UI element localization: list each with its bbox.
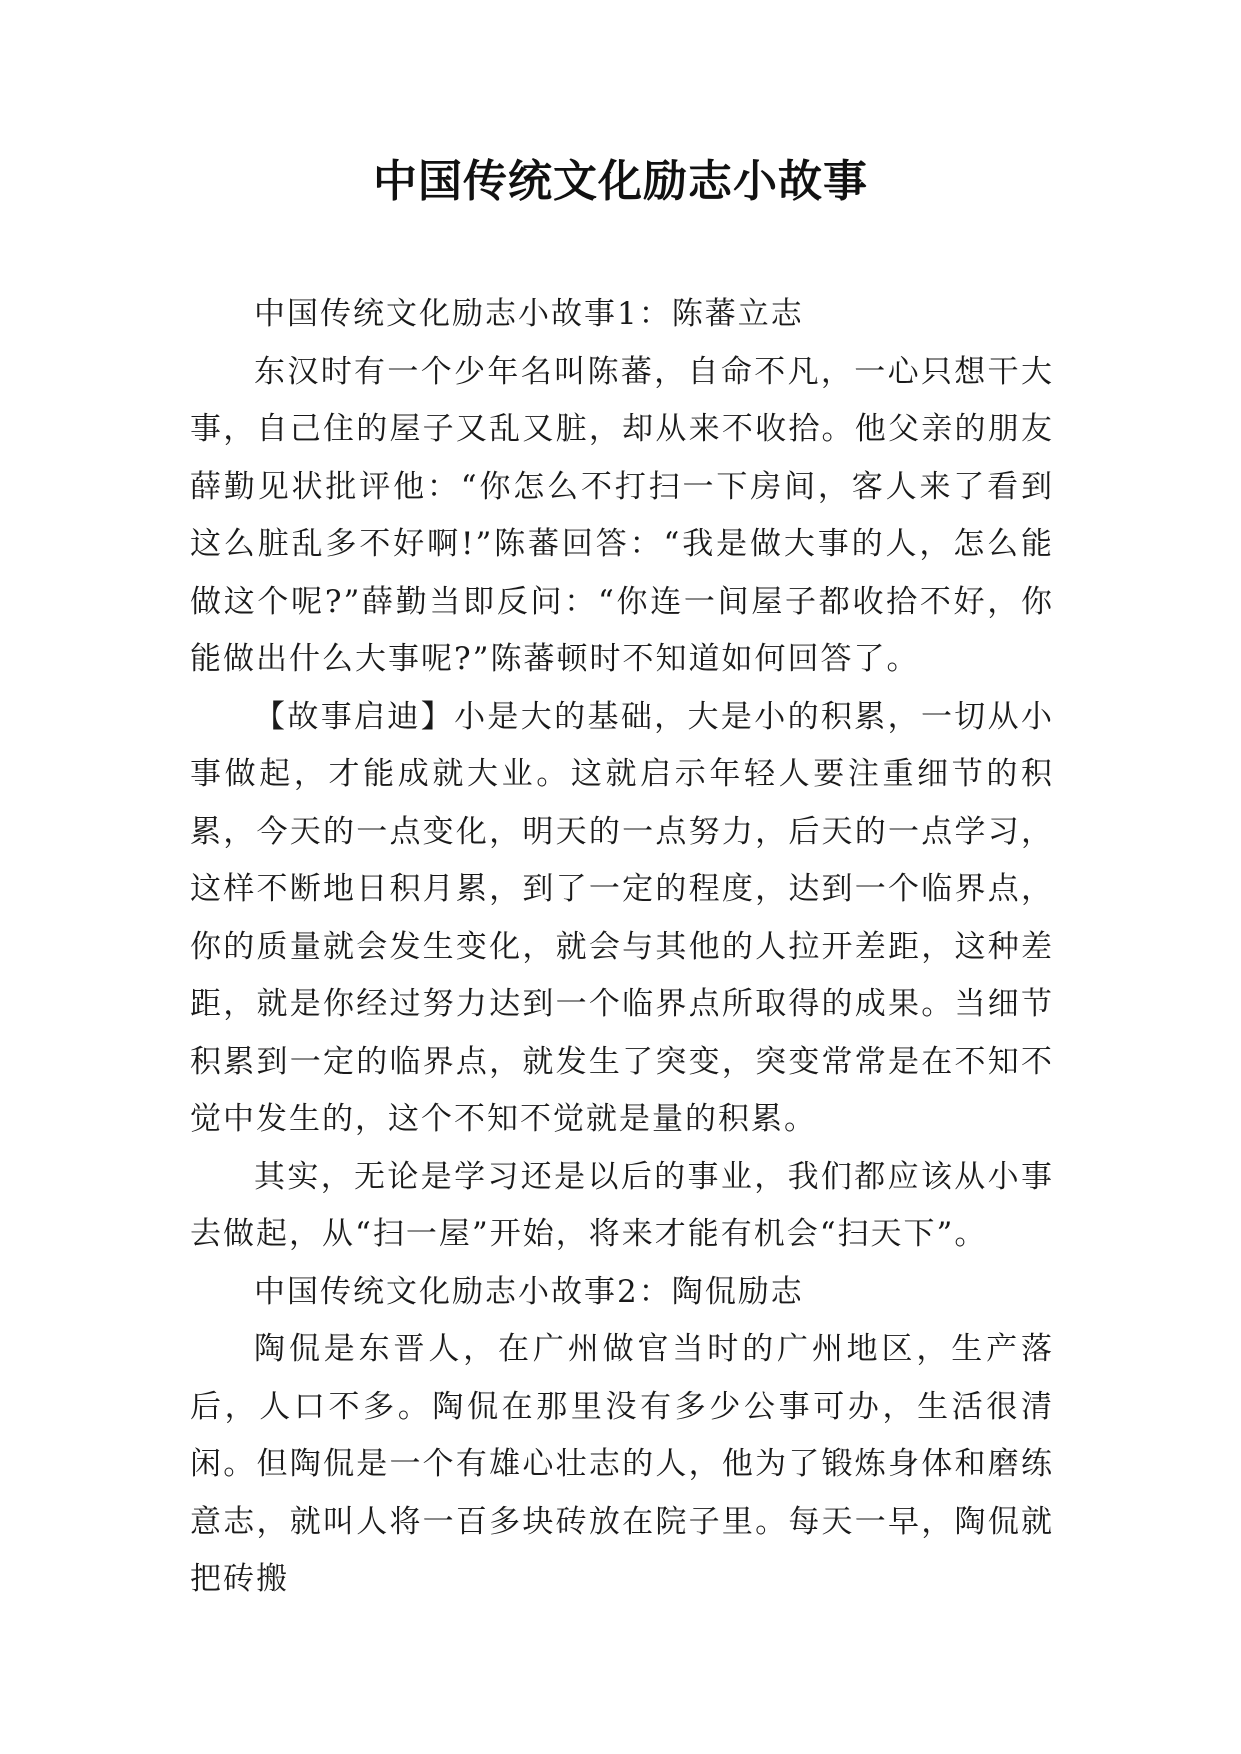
story-1-conclusion: 其实，无论是学习还是以后的事业，我们都应该从小事去做起，从“扫一屋”开始，将来才能有机会“扫天下”。	[190, 1158, 1054, 1252]
story-1-heading: 中国传统文化励志小故事1：陈蕃立志	[254, 296, 804, 332]
story-2-heading: 中国传统文化励志小故事2：陶侃励志	[254, 1273, 804, 1310]
story-2-paragraph: 陶侃是东晋人，在广州做官当时的广州地区，生产落后，人口不多。陶侃在那里没有多少公事可办，生活很清闲。但陶侃是一个有雄心壮志的人，他为了锻炼身体和磨练意志，就叫人将一百多块砖放在院子里。每天一早，陶侃就把砖搬	[190, 1331, 1054, 1597]
story-1-paragraph: 东汉时有一个少年名叫陈蕃，自命不凡，一心只想干大事，自己住的屋子又乱又脏，却从来不收拾。他父亲的朋友薛勤见状批评他：“你怎么不打扫一下房间，客人来了看到这么脏乱多不好啊!”陈蕃回答：“我是做大事的人，怎么能做这个呢?”薛勤当即反问：“你连一间屋子都收拾不好，你能做出什么大事呢?”陈蕃顿时不知道如何回答了。	[190, 353, 1054, 677]
document-body	[190, 286, 1054, 1609]
story-1-insight: 【故事启迪】小是大的基础，大是小的积累，一切从小事做起，才能成就大业。这就启示年轻人要注重细节的积累，今天的一点变化，明天的一点努力，后天的一点学习，这样不断地日积月累，到了一定的程度，达到一个临界点，你的质量就会发生变化，就会与其他的人拉开差距，这种差距，就是你经过努力达到一个临界点所取得的成果。当细节积累到一定的临界点，就发生了突变，突变常常是在不知不觉中发生的，这个不知不觉就是量的积累。	[190, 698, 1054, 1137]
document-title: 中国传统文化励志小故事	[373, 156, 868, 207]
